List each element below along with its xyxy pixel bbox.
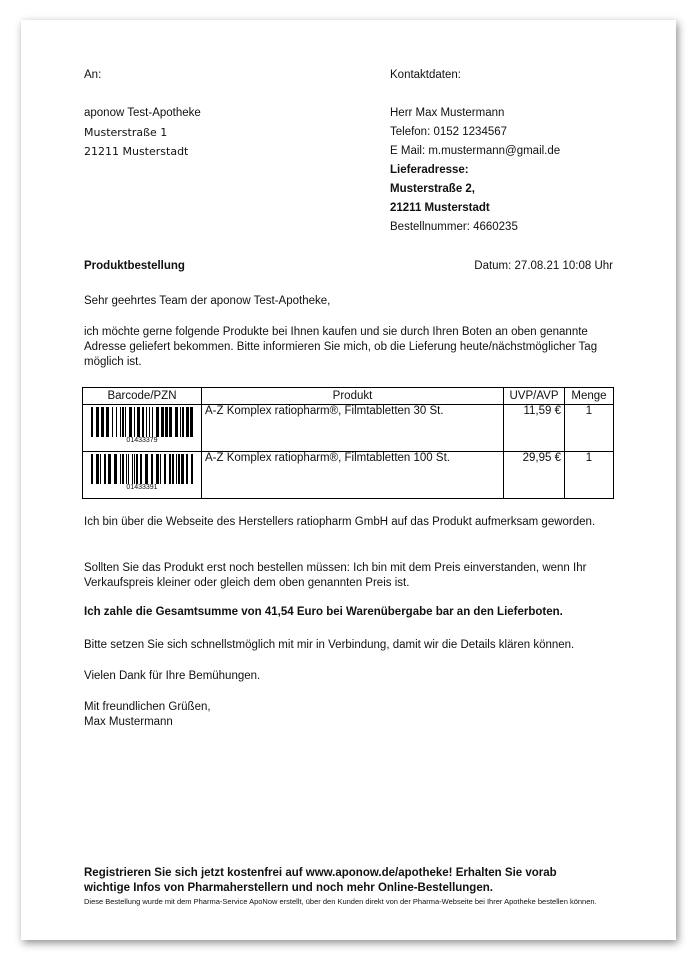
- contact-label: Kontaktdaten:: [390, 69, 461, 81]
- header-product: Produkt: [202, 388, 504, 405]
- product-name: A-Z Komplex ratiopharm®, Filmtabletten 30 St.: [202, 405, 504, 452]
- contact-request: Bitte setzen Sie sich schnellstmöglich mit mir in Verbindung, damit wir die Details klären können.: [84, 639, 575, 651]
- table-row: [83, 452, 614, 499]
- delivery-city: 21211 Musterstadt: [390, 202, 490, 214]
- product-price: 29,95 €: [504, 452, 565, 499]
- contact-phone: Telefon: 0152 1234567: [390, 126, 508, 138]
- closing-line: Mit freundlichen Grüßen,: [84, 701, 211, 713]
- product-quantity: 1: [565, 452, 614, 499]
- payment-statement: Ich zahle die Gesamtsumme von 41,54 Euro bei Warenübergabe bar an den Lieferboten.: [84, 606, 563, 618]
- product-quantity: 1: [565, 405, 614, 452]
- product-table: [82, 387, 614, 499]
- signature-line: Max Mustermann: [84, 716, 173, 728]
- source-paragraph: Ich bin über die Webseite des Herstellers ratiopharm GmbH auf das Produkt aufmerksam geworden.: [84, 516, 596, 528]
- barcode-cell: [83, 452, 202, 499]
- pzn-number: 01433379: [126, 437, 158, 444]
- recipient-city: 21211 Musterstadt: [84, 145, 189, 158]
- footer-note: Diese Bestellung wurde mit dem Pharma-Service ApoNow erstellt, über den Kunden direkt von der Pharma-Webseite bei Ihrer Apotheke bestellen können.: [84, 897, 597, 906]
- table-row: [83, 405, 614, 452]
- delivery-street: Musterstraße 2,: [390, 183, 476, 195]
- barcode-image: [90, 407, 194, 437]
- recipient-label: An:: [84, 69, 102, 81]
- delivery-label: Lieferadresse:: [390, 164, 469, 176]
- order-title: Produktbestellung: [84, 260, 185, 272]
- barcode-cell: [83, 405, 202, 452]
- order-number: Bestellnummer: 4660235: [390, 221, 518, 233]
- header-price: UVP/AVP: [504, 388, 565, 405]
- document-page: [21, 20, 676, 940]
- header-quantity: Menge: [565, 388, 614, 405]
- order-date: Datum: 27.08.21 10:08 Uhr: [474, 260, 613, 272]
- footer-promo: Registrieren Sie sich jetzt kostenfrei auf www.aponow.de/apotheke! Erhalten Sie vorab wichtige Infos von Pharmaherstellern und noch mehr Online-Bestellungen.: [84, 867, 557, 894]
- thanks-line: Vielen Dank für Ihre Bemühungen.: [84, 670, 261, 682]
- contact-name: Herr Max Mustermann: [390, 107, 505, 119]
- product-name: A-Z Komplex ratiopharm®, Filmtabletten 100 St.: [202, 452, 504, 499]
- recipient-name: aponow Test-Apotheke: [84, 107, 201, 119]
- product-price: 11,59 €: [504, 405, 565, 452]
- pzn-number: 01433391: [126, 484, 158, 491]
- recipient-street: Musterstraße 1: [84, 126, 168, 139]
- greeting: Sehr geehrtes Team der aponow Test-Apotheke,: [84, 295, 331, 307]
- intro-paragraph: ich möchte gerne folgende Produkte bei Ihnen kaufen und sie durch Ihren Boten an oben genannte Adresse geliefert bekommen. Bitte informieren Sie mich, ob die Lieferung heute/nächstmöglicher Tag möglich ist.: [84, 326, 598, 368]
- contact-email: E Mail: m.mustermann@gmail.de: [390, 145, 561, 157]
- table-header-row: [83, 388, 614, 405]
- barcode-image: [90, 454, 194, 484]
- price-note-paragraph: Sollten Sie das Produkt erst noch bestellen müssen: Ich bin mit dem Preis einverstanden, wenn Ihr Verkaufspreis kleiner oder gleich dem oben genannten Preis ist.: [84, 562, 587, 589]
- header-barcode: Barcode/PZN: [83, 388, 202, 405]
